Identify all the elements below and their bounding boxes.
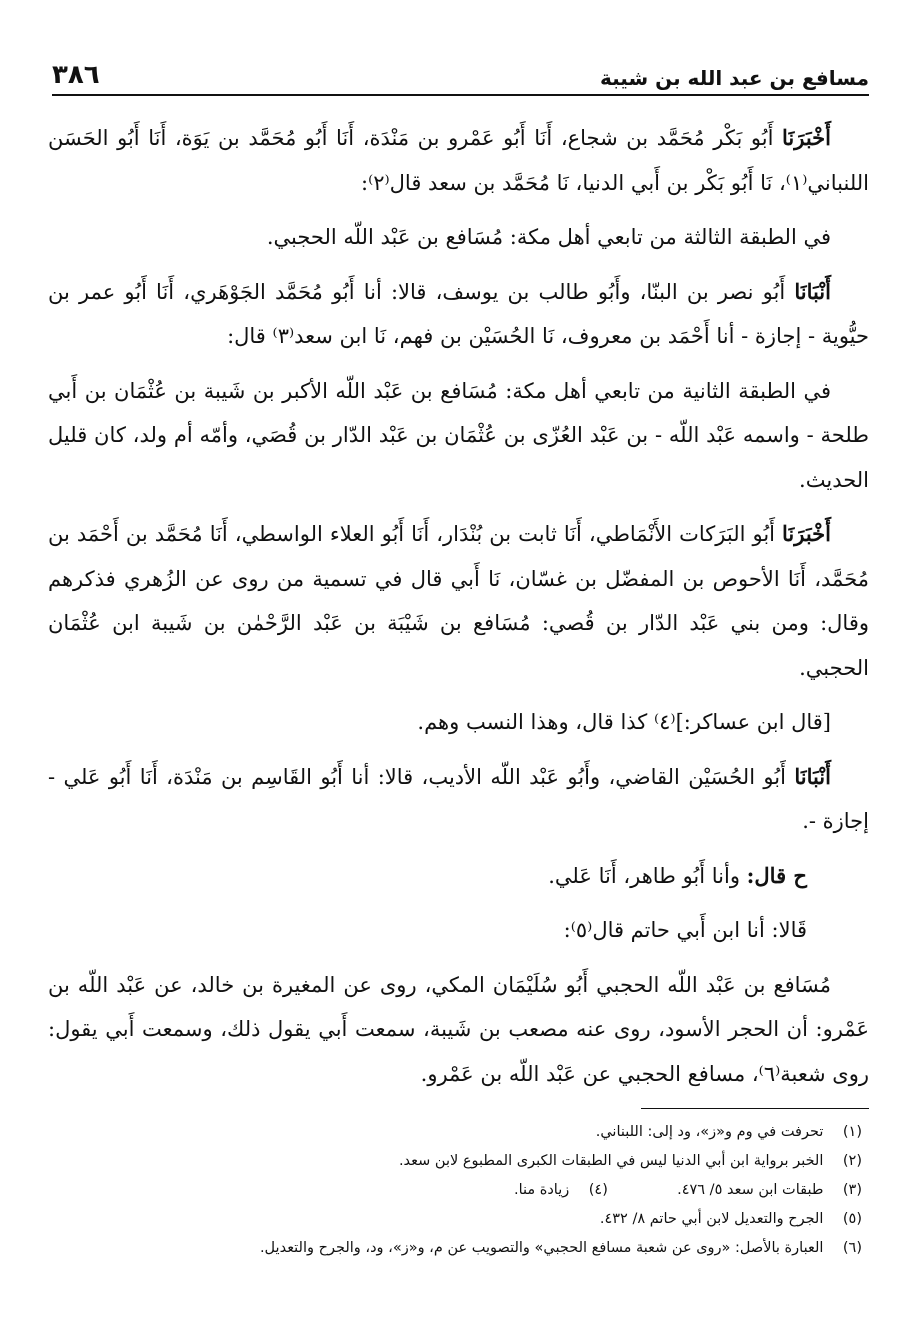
footnote-text: طبقات ابن سعد ٥/ ٤٧٦. <box>677 1182 824 1198</box>
paragraph-lead: أَنْبَانَا <box>794 278 831 304</box>
paragraph-2 <box>48 215 869 260</box>
paragraph-text: أَبُو الحُسَيْن القاضي، وأَبُو عَبْد اللّه الأديب، قالا: أنا أَبُو القَاسِم بن مَنْدَة، أَنَا أَبُو عَلي - إجازة -. <box>48 764 869 833</box>
paragraph-text: أَبُو بَكْر مُحَمَّد بن شجاع، أَنَا أَبُو عَمْرو بن مَنْدَة، أَنَا أَبُو مُحَمَّد بن يَوَة، أَنَا أَبُو الحَسَن اللنباني⁽١⁾، نَا أَبُو بَكْر بن أَبي الدنيا، نَا مُحَمَّد بن سعد قال⁽٢⁾: <box>48 126 869 195</box>
footnote-number: (٥) <box>842 1211 862 1227</box>
footnote-item <box>60 1176 862 1205</box>
footnote-number: (٦) <box>842 1240 862 1256</box>
paragraph-5 <box>48 512 869 690</box>
paragraph-8 <box>48 854 869 899</box>
paragraph-text: وأنا أَبُو طاهر، أَنَا عَلي. <box>548 863 747 888</box>
paragraph-4 <box>48 369 869 503</box>
footnote-text: العبارة بالأصل: «روى عن شعبة مسافع الحجبي» والتصويب عن م، و«ز»، ود، والجرح والتعديل. <box>259 1240 824 1256</box>
paragraph-lead: ح قال: <box>746 862 807 888</box>
footnote-text: الجرح والتعديل لابن أبي حاتم ٨/ ٤٣٢. <box>599 1211 824 1227</box>
paragraph-7 <box>48 755 869 844</box>
footnote-item <box>60 1234 862 1263</box>
main-text <box>48 116 869 1106</box>
paragraph-3 <box>48 270 869 359</box>
footnote-text: تحرفت في وم و«ز»، ود إلى: اللبناني. <box>595 1124 824 1140</box>
paragraph-text: في الطبقة الثانية من تابعي أهل مكة: مُسَافع بن عَبْد اللّه الأكبر بن شَيبة بن عُثْمَان بن أَبي طلحة - واسمه عَبْد اللّه - بن عَبْد العُزّى بن عُثْمَان بن عَبْد الدّار بن قُصَي، وأمّه أم ولد، كان قليل الحديث. <box>48 378 869 492</box>
paragraph-text: أَبُو نصر بن البنّا، وأَبُو طالب بن يوسف، قالا: أنا أَبُو مُحَمَّد الجَوْهَري، أَنَا أَبُو عمر بن حيُّوية - إجازة - أنا أَحْمَد بن معروف، نَا الحُسَيْن بن فهم، نَا ابن سعد⁽٣⁾ قال: <box>48 279 869 348</box>
paragraph-text: مُسَافع بن عَبْد اللّه الحجبي أَبُو سُلَيْمَان المكي، روى عن المغيرة بن خالد، عن عَبْد اللّه بن عَمْرو: أن الحجر الأسود، روى عنه مصعب بن شَيبة، سمعت أَبي يقول ذلك، وسمعت أَبي يقول: روى شعبة⁽٦⁾، مسافع الحجبي عن عَبْد اللّه بن عَمْرو. <box>48 972 869 1086</box>
footnote-item <box>60 1205 862 1234</box>
footnote-item <box>60 1147 862 1176</box>
paragraph-text: أَبُو البَرَكات الأَنْمَاطي، أَنَا ثابت بن بُنْدَار، أَنَا أَبُو العلاء الواسطي، أَنَا مُحَمَّد بن أَحْمَد بن مُحَمَّد، أَنَا الأحوص بن المفضّل بن غسّان، نَا أَبي قال في تسمية من روى عن الزُهري فذكرهم وقال: ومن بني عَبْد الدّار بن قُصي: مُسَافع بن شَيْبَة بن عَبْد الرَّحْمٰن بن شَيبة ابن عُثْمَان الحجبي. <box>48 522 869 680</box>
footnote-text: الخبر برواية ابن أبي الدنيا ليس في الطبقات الكبرى المطبوع لابن سعد. <box>398 1153 824 1169</box>
running-head-title: مسافع بن عبد الله بن شيبة <box>600 66 869 90</box>
paragraph-text: في الطبقة الثالثة من تابعي أهل مكة: مُسَافع بن عَبْد اللّه الحجبي. <box>266 225 831 249</box>
footnote-text: زيادة منا. <box>513 1182 570 1198</box>
footnote-divider <box>641 1108 869 1109</box>
footnote-number: (٢) <box>842 1153 862 1169</box>
paragraph-text: قَالا: أنا ابن أَبي حاتم قال⁽٥⁾: <box>563 918 807 942</box>
running-head <box>52 50 869 96</box>
footnote-number: (١) <box>842 1124 862 1140</box>
paragraph-9 <box>48 908 869 953</box>
paragraph-lead: أَنْبَانَا <box>794 763 831 789</box>
paragraph-lead: أَخْبَرَنَا <box>782 125 831 150</box>
footnote-number: (٤) <box>588 1182 608 1198</box>
footnotes <box>60 1118 862 1263</box>
page-number: ٣٨٦ <box>52 60 100 90</box>
footnote-number: (٣) <box>842 1182 862 1198</box>
paragraph-1 <box>48 116 869 205</box>
paragraph-10 <box>48 963 869 1097</box>
paragraph-text: [قال ابن عساكر:]⁽٤⁾ كذا قال، وهذا النسب وهم. <box>417 710 831 734</box>
paragraph-6 <box>48 700 869 745</box>
footnote-item <box>60 1118 862 1147</box>
paragraph-lead: أَخْبَرَنَا <box>782 521 831 546</box>
